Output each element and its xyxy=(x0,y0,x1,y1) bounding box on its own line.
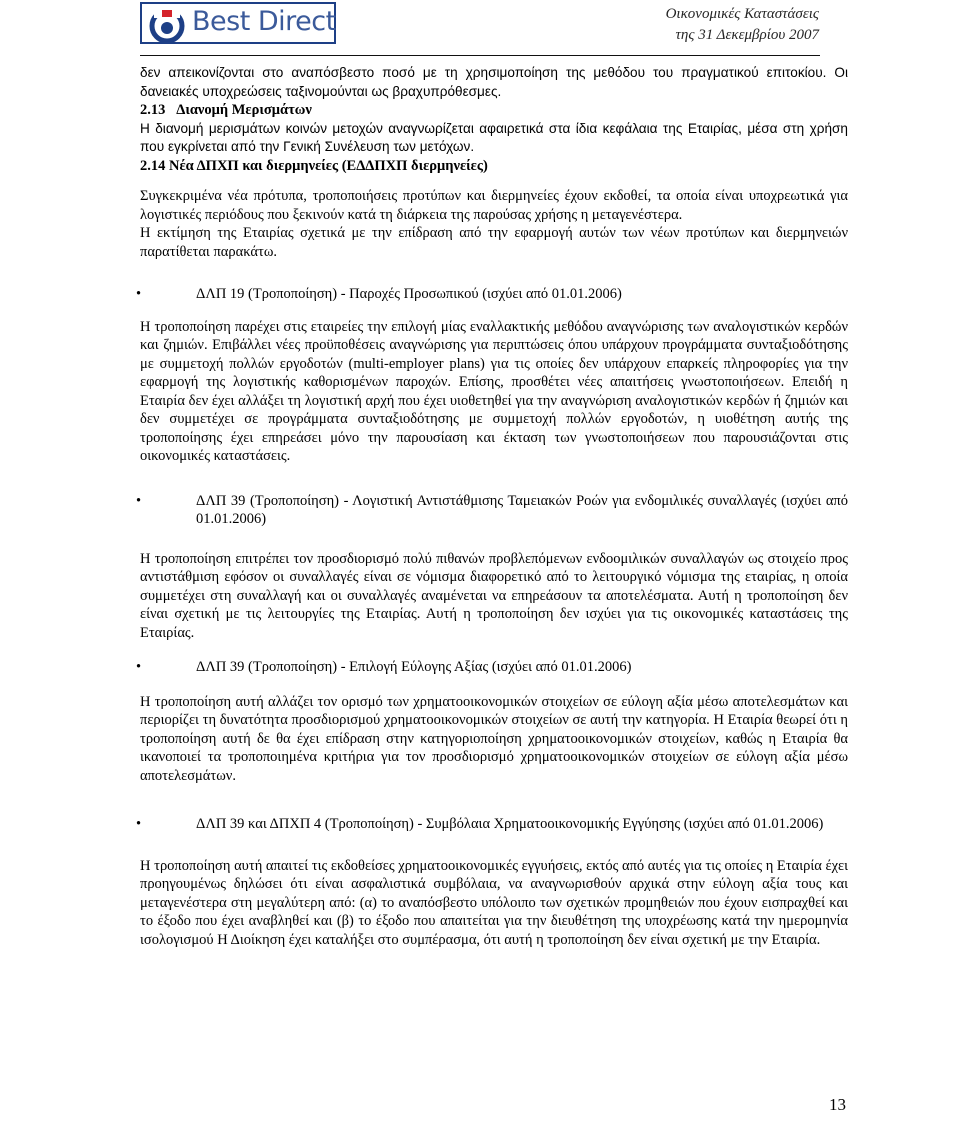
item-title-text: ΔΛΠ 19 (Τροποποίηση) - Παροχές Προσωπικού (ισχύει από 01.01.2006) xyxy=(196,286,622,302)
section-2-14-intro-2: Η εκτίμηση της Εταιρίας σχετικά με την επίδραση από την εφαρμογή αυτών των νέων προτύπων και διερμηνειών παρατίθεται παρακάτω. xyxy=(140,225,848,260)
item-3-text: Η τροποποίηση αυτή αλλάζει τον ορισμό των χρηματοοικονομικών στοιχείων σε εύλογη αξία μέσω αποτελεσμάτων και περιορίζει τη δυνατότητα προσδιορισμού χρηματοοικονομικών στοιχείων σε αυτή την κατηγορία. Η Εταιρία θεωρεί ότι η τροποποίηση αυτή δε θα έχει επίδραση στην κατηγοριοποίηση χρηματοοικονομικών στοιχείων, καθώς η Εταιρία θα ικανοποιεί τα τροποποιημένα κριτήρια για τον προσδιορισμό χρηματοοικονομικών στοιχείων σε εύλογη αξία μέσω αποτελεσμάτων. xyxy=(140,693,848,784)
section-number: 2.13 xyxy=(140,102,166,118)
intro-paragraph: δεν απεικονίζονται στο αναπόσβεστο ποσό με τη χρησιμοποίηση της μεθόδου του πραγματικού επιτοκίου. Οι δανειακές υποχρεώσεις ταξινομούνται ως βραχυπρόθεσμες. xyxy=(140,65,848,99)
page-header xyxy=(0,0,960,56)
section-number: 2.14 xyxy=(140,157,166,174)
section-title: Διανομή Μερισμάτων xyxy=(176,102,312,118)
document-title-line-1: Οικονομικές Καταστάσεις xyxy=(665,6,819,22)
document-title xyxy=(666,4,819,46)
section-title: Νέα ΔΠΧΠ και διερμηνείες (ΕΔΔΠΧΠ διερμηνείες) xyxy=(169,157,488,174)
best-direct-logo xyxy=(140,2,336,44)
section-2-14-intro-1: Συγκεκριμένα νέα πρότυπα, τροποποιήσεις προτύπων και διερμηνείες έχουν εκδοθεί, τα οποία είναι υποχρεωτικά για λογιστικές περιόδους που ξεκινούν κατά τη διάρκεια της παρούσας χρήσης η μεταγενέστερα. xyxy=(140,188,848,223)
bullet-icon: • xyxy=(136,286,142,302)
item-title-text: ΔΛΠ 39 και ΔΠΧΠ 4 (Τροποποίηση) - Συμβόλαια Χρηματοοικονομικής Εγγύησης (ισχύει από 01.01.2006) xyxy=(196,816,824,832)
item-1-text: Η τροποποίηση παρέχει στις εταιρείες την επιλογή μίας εναλλακτικής μεθόδου αναγνώρισης των αναλογιστικών κερδών και ζημιών. Επιβάλλει νέες προϋποθέσεις αναγνώρισης για περιπτώσεις όπου υπάρχουν προγράμματα συνταξιοδότησης με συμμετοχή πολλών εργοδοτών (multi-employer plans) για τις οποίες δεν υπάρχουν επαρκείς πληροφορίες για την εφαρμογή της λογιστικής καθορισμένων παροχών. Επίσης, προσθέτει νέες απαιτήσεις γνωστοποιήσεων. Επειδή η Εταιρία δεν έχει αλλάξει τη λογιστική αρχή που έχει υιοθετηθεί για την αναγνώριση αναλογιστικών κερδών ή ζημιών και δεν συμμετέχει σε προγράμματα συνταξιοδότησης με συμμετοχή πολλών εργοδοτών, η υιοθέτηση αυτής της τροποποίησης έχει επηρεάσει μόνο την παρουσίαση και έκταση των γνωστοποιήσεων που παρουσιάζονται στις οικονομικές καταστάσεις. xyxy=(140,318,848,464)
item-1-title xyxy=(136,285,848,304)
item-4-title xyxy=(136,815,848,834)
item-2-text: Η τροποποίηση επιτρέπει τον προσδιορισμό πολύ πιθανών προβλεπόμενων ενδοομιλικών συναλλαγών ως στοιχείο προς αντιστάθμιση εφόσον οι συναλλαγές είναι σε νόμισμα διαφορετικό από το λειτουργικό νόμισμα της εταιρίας, η οποία συμμετέχει στη συναλλαγή και οι συναλλαγές αναμένεται να επηρεάσουν τα αποτελέσματα. Αυτή η τροποποίηση δεν είναι σχετική με τις λειτουργίες της Εταιρίας. Αυτή η τροποποίηση δεν ισχύει για τις οικονομικές καταστάσεις της Εταιρίας. xyxy=(140,550,848,641)
document-title-line-2: της 31 Δεκεμβρίου 2007 xyxy=(675,27,819,43)
bullet-icon: • xyxy=(136,492,142,509)
section-2-13-heading xyxy=(140,101,848,120)
item-4-text: Η τροποποίηση αυτή απαιτεί τις εκδοθείσες χρηματοοικονομικές εγγυήσεις, εκτός από αυτές για τις οποίες η Εταιρία έχει προηγουμένως δηλώσει ότι είναι ασφαλιστικά συμβόλαια, να αναγνωρισθούν αρχικά στην εύλογη αξία τους και μεταγενέστερα στη μεγαλύτερη από: (α) το αναπόσβεστο υπόλοιπο των σχετικών προμηθειών που έχουν εισπραχθεί και το έξοδο που έχει αναβληθεί και (β) το έξοδο που απαιτείται για την διευθέτηση της υποχρέωσης κατά την ημερομηνία ισολογισμού Η Διοίκηση έχει καταλήξει στο συμπέρασμα, ότι αυτή η τροποποίηση δεν είναι σχετική με την Εταιρία. xyxy=(140,857,848,948)
best-direct-logo-icon xyxy=(149,7,185,43)
item-2-title xyxy=(136,492,848,529)
page-number: 13 xyxy=(829,1095,846,1114)
section-2-14-heading xyxy=(140,157,848,176)
bullet-icon: • xyxy=(136,659,142,675)
logo-text: Best Direct xyxy=(192,6,336,37)
item-title-text: ΔΛΠ 39 (Τροποποίηση) - Επιλογή Εύλογης Αξίας (ισχύει από 01.01.2006) xyxy=(196,659,632,675)
item-title-text: ΔΛΠ 39 (Τροποποίηση) - Λογιστική Αντιστάθμισης Ταμειακών Ροών για ενδομιλικές συναλλαγές (ισχύει από 01.01.2006) xyxy=(196,492,848,527)
header-divider xyxy=(140,55,820,56)
bullet-icon: • xyxy=(136,816,142,832)
document-body xyxy=(136,64,848,949)
section-2-13-text: Η διανομή μερισμάτων κοινών μετοχών αναγνωρίζεται αφαιρετικά στα ίδια κεφάλαια της Εταιρίας, μέσα στη χρήση που εγκρίνεται από την Γενική Συνέλευση των μετόχων. xyxy=(140,120,848,154)
item-3-title xyxy=(136,658,848,677)
